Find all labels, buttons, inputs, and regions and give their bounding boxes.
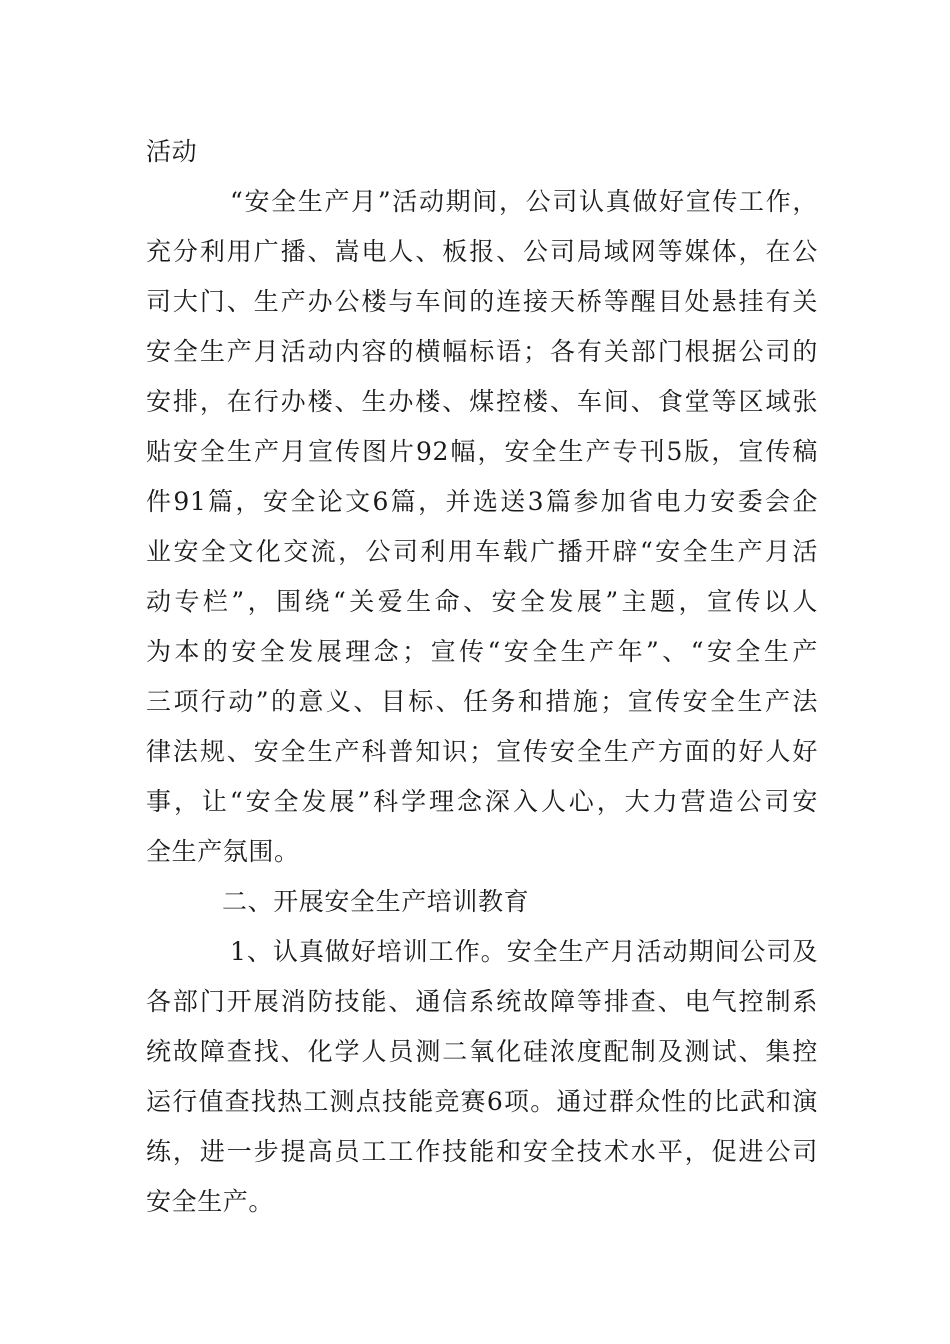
text-line: 运行值查找热工测点技能竞赛6项。通过群众性的比武和演 — [146, 1087, 818, 1116]
text-line: 安全生产月活动内容的横幅标语；各有关部门根据公司的 — [146, 337, 818, 366]
text-line: 各部门开展消防技能、通信系统故障等排查、电气控制系 — [146, 987, 818, 1016]
text-line: 三项行动”的意义、目标、任务和措施；宣传安全生产法 — [146, 687, 818, 716]
text-line: 充分利用广播、嵩电人、板报、公司局域网等媒体，在公 — [146, 237, 818, 266]
text-line: 业安全文化交流，公司利用车载广播开辟“安全生产月活 — [146, 537, 818, 566]
section-heading: 二、开展安全生产培训教育 — [222, 887, 530, 916]
text-line: 活动 — [146, 137, 198, 166]
text-line: 贴安全生产月宣传图片92幅，安全生产专刊5版，宣传稿 — [146, 437, 818, 466]
text-line: 动专栏”，围绕“关爱生命、安全发展”主题，宣传以人 — [146, 587, 818, 616]
paragraph-first-line: “安全生产月”活动期间，公司认真做好宣传工作， — [230, 187, 818, 216]
text-line: 为本的安全发展理念；宣传“安全生产年”、“安全生产 — [146, 637, 818, 666]
text-line: 全生产氛围。 — [146, 837, 300, 866]
text-line: 安全生产。 — [146, 1187, 275, 1216]
text-line: 统故障查找、化学人员测二氧化硅浓度配制及测试、集控 — [146, 1037, 818, 1066]
text-line: 练，进一步提高员工工作技能和安全技术水平，促进公司 — [146, 1137, 818, 1166]
text-line: 律法规、安全生产科普知识；宣传安全生产方面的好人好 — [146, 737, 818, 766]
text-line: 事，让“安全发展”科学理念深入人心，大力营造公司安 — [146, 787, 818, 816]
text-line: 件91篇，安全论文6篇，并选送3篇参加省电力安委会企 — [146, 487, 818, 516]
text-line: 安排，在行办楼、生办楼、煤控楼、车间、食堂等区域张 — [146, 387, 818, 416]
paragraph-first-line: 1、认真做好培训工作。安全生产月活动期间公司及 — [230, 937, 818, 966]
text-line: 司大门、生产办公楼与车间的连接天桥等醒目处悬挂有关 — [146, 287, 818, 316]
